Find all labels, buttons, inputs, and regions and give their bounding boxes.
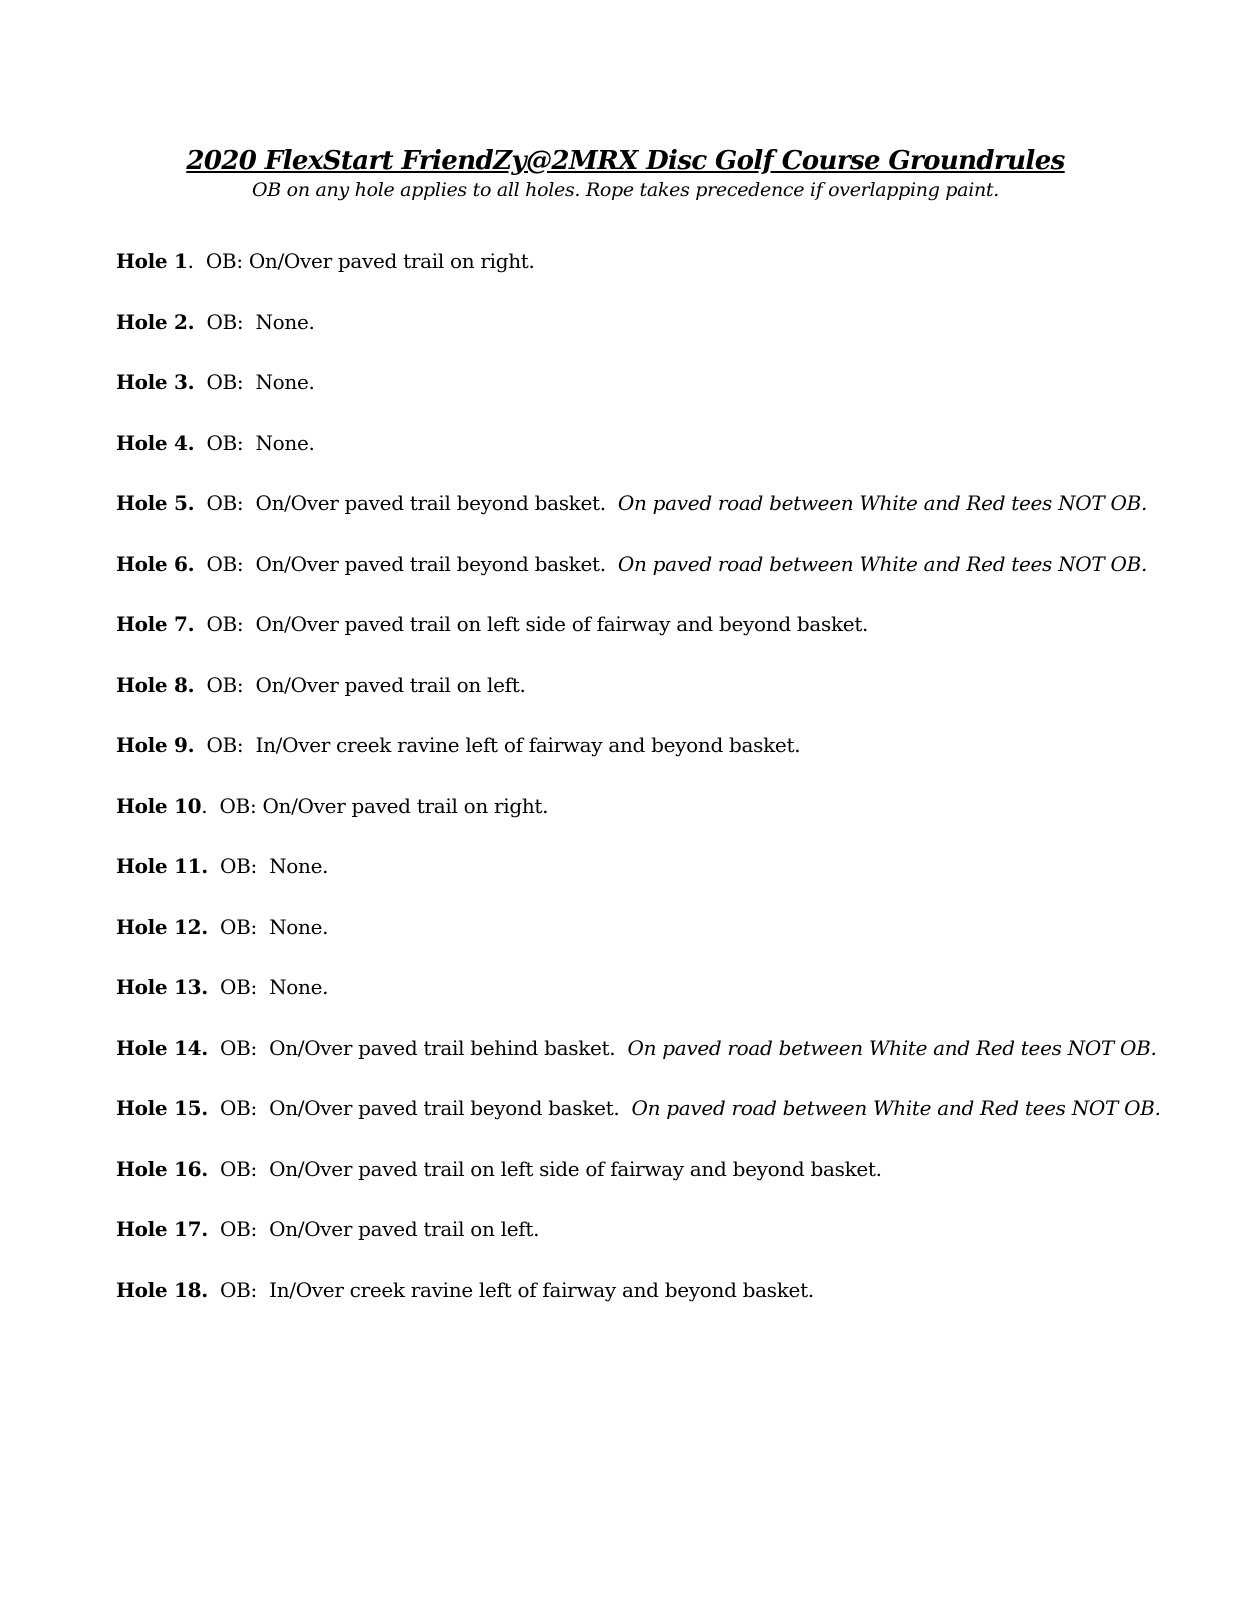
- hole-label: Hole 6.: [116, 551, 195, 576]
- hole-separator: [208, 1157, 220, 1181]
- hole-separator: [194, 552, 206, 576]
- hole-rule-16: [116, 1156, 1226, 1217]
- document-title: 2020 FlexStart FriendZy@2MRX Disc Golf Course Groundrules: [186, 146, 1065, 176]
- hole-separator: [208, 1096, 220, 1120]
- hole-separator: [194, 612, 206, 636]
- hole-label: Hole 4.: [116, 430, 195, 455]
- hole-rule-text: OB: On/Over paved trail on right.: [219, 793, 549, 818]
- hole-label: Hole 9.: [116, 733, 195, 757]
- document-subtitle: OB on any hole applies to all holes. Rope takes precedence if overlapping paint.: [252, 179, 999, 201]
- hole-rule-text: OB: In/Over creek ravine left of fairway and beyond basket.: [220, 1277, 814, 1302]
- hole-rule-text: OB: None.: [206, 309, 315, 334]
- hole-label: Hole 5.: [116, 491, 195, 515]
- hole-rule-text: OB: On/Over paved trail on left side of fairway and beyond basket.: [220, 1156, 882, 1181]
- hole-rule-15: [116, 1095, 1226, 1156]
- hole-rule-14: [116, 1035, 1226, 1096]
- hole-label: Hole 16.: [116, 1156, 208, 1181]
- hole-rule-text: OB: On/Over paved trail on left side of fairway and beyond basket.: [206, 612, 869, 636]
- hole-label: Hole 10: [116, 793, 202, 818]
- hole-rule-note: On paved road between White and Red tees NOT OB.: [617, 551, 1148, 576]
- hole-label: Hole 1: [116, 249, 188, 273]
- hole-separator: .: [201, 793, 220, 818]
- hole-rule-5: [116, 490, 1226, 551]
- document-header: [0, 146, 1251, 202]
- hole-rule-text: OB: In/Over creek ravine left of fairway and beyond basket.: [206, 733, 801, 757]
- hole-rule-2: [116, 309, 1226, 370]
- hole-label: Hole 18.: [116, 1277, 208, 1302]
- hole-rule-text: OB: On/Over paved trail beyond basket.: [206, 491, 618, 515]
- hole-separator: [208, 1036, 220, 1060]
- hole-rule-note: On paved road between White and Red tees NOT OB.: [631, 1096, 1161, 1120]
- hole-rule-text: OB: None.: [220, 854, 329, 878]
- hole-rule-10: [116, 793, 1226, 854]
- hole-label: Hole 2.: [116, 309, 195, 334]
- hole-label: Hole 17.: [116, 1217, 208, 1241]
- hole-separator: [194, 431, 206, 455]
- hole-label: Hole 14.: [116, 1035, 208, 1060]
- hole-rule-text: OB: On/Over paved trail beyond basket.: [220, 1096, 632, 1120]
- hole-rule-1: [116, 248, 1226, 309]
- hole-rule-text: OB: None.: [206, 430, 315, 455]
- hole-rule-text: OB: On/Over paved trail on left.: [206, 672, 526, 697]
- hole-rule-text: OB: On/Over paved trail on right.: [205, 249, 535, 273]
- hole-rule-8: [116, 672, 1226, 733]
- hole-rule-text: OB: None.: [220, 914, 329, 939]
- hole-rule-text: OB: None.: [206, 370, 315, 394]
- hole-separator: .: [187, 249, 206, 273]
- hole-rule-note: On paved road between White and Red tees NOT OB.: [627, 1035, 1157, 1060]
- hole-rule-text: OB: On/Over paved trail on left.: [220, 1217, 540, 1241]
- hole-rule-text: OB: On/Over paved trail beyond basket.: [206, 551, 618, 576]
- hole-label: Hole 13.: [116, 975, 208, 999]
- hole-label: Hole 8.: [116, 672, 195, 697]
- hole-rule-9: [116, 732, 1226, 793]
- hole-separator: [208, 975, 220, 999]
- hole-rule-text: OB: On/Over paved trail behind basket.: [220, 1035, 628, 1060]
- hole-label: Hole 11.: [116, 854, 208, 878]
- hole-rules-list: [116, 248, 1226, 1337]
- hole-separator: [194, 370, 206, 394]
- hole-rule-7: [116, 611, 1226, 672]
- hole-rule-note: On paved road between White and Red tees NOT OB.: [617, 491, 1148, 515]
- hole-rule-18: [116, 1277, 1226, 1338]
- hole-separator: [194, 733, 206, 757]
- hole-separator: [194, 673, 206, 697]
- hole-rule-12: [116, 914, 1226, 975]
- hole-label: Hole 7.: [116, 612, 195, 636]
- hole-separator: [208, 1217, 220, 1241]
- hole-rule-6: [116, 551, 1226, 612]
- hole-rule-13: [116, 974, 1226, 1035]
- hole-label: Hole 15.: [116, 1096, 208, 1120]
- hole-rule-3: [116, 369, 1226, 430]
- hole-separator: [208, 915, 220, 939]
- hole-separator: [194, 491, 206, 515]
- hole-rule-text: OB: None.: [220, 975, 329, 999]
- hole-rule-17: [116, 1216, 1226, 1277]
- hole-label: Hole 3.: [116, 370, 195, 394]
- hole-separator: [194, 310, 206, 334]
- hole-rule-4: [116, 430, 1226, 491]
- hole-label: Hole 12.: [116, 914, 208, 939]
- hole-separator: [208, 1278, 220, 1302]
- hole-separator: [208, 854, 220, 878]
- hole-rule-11: [116, 853, 1226, 914]
